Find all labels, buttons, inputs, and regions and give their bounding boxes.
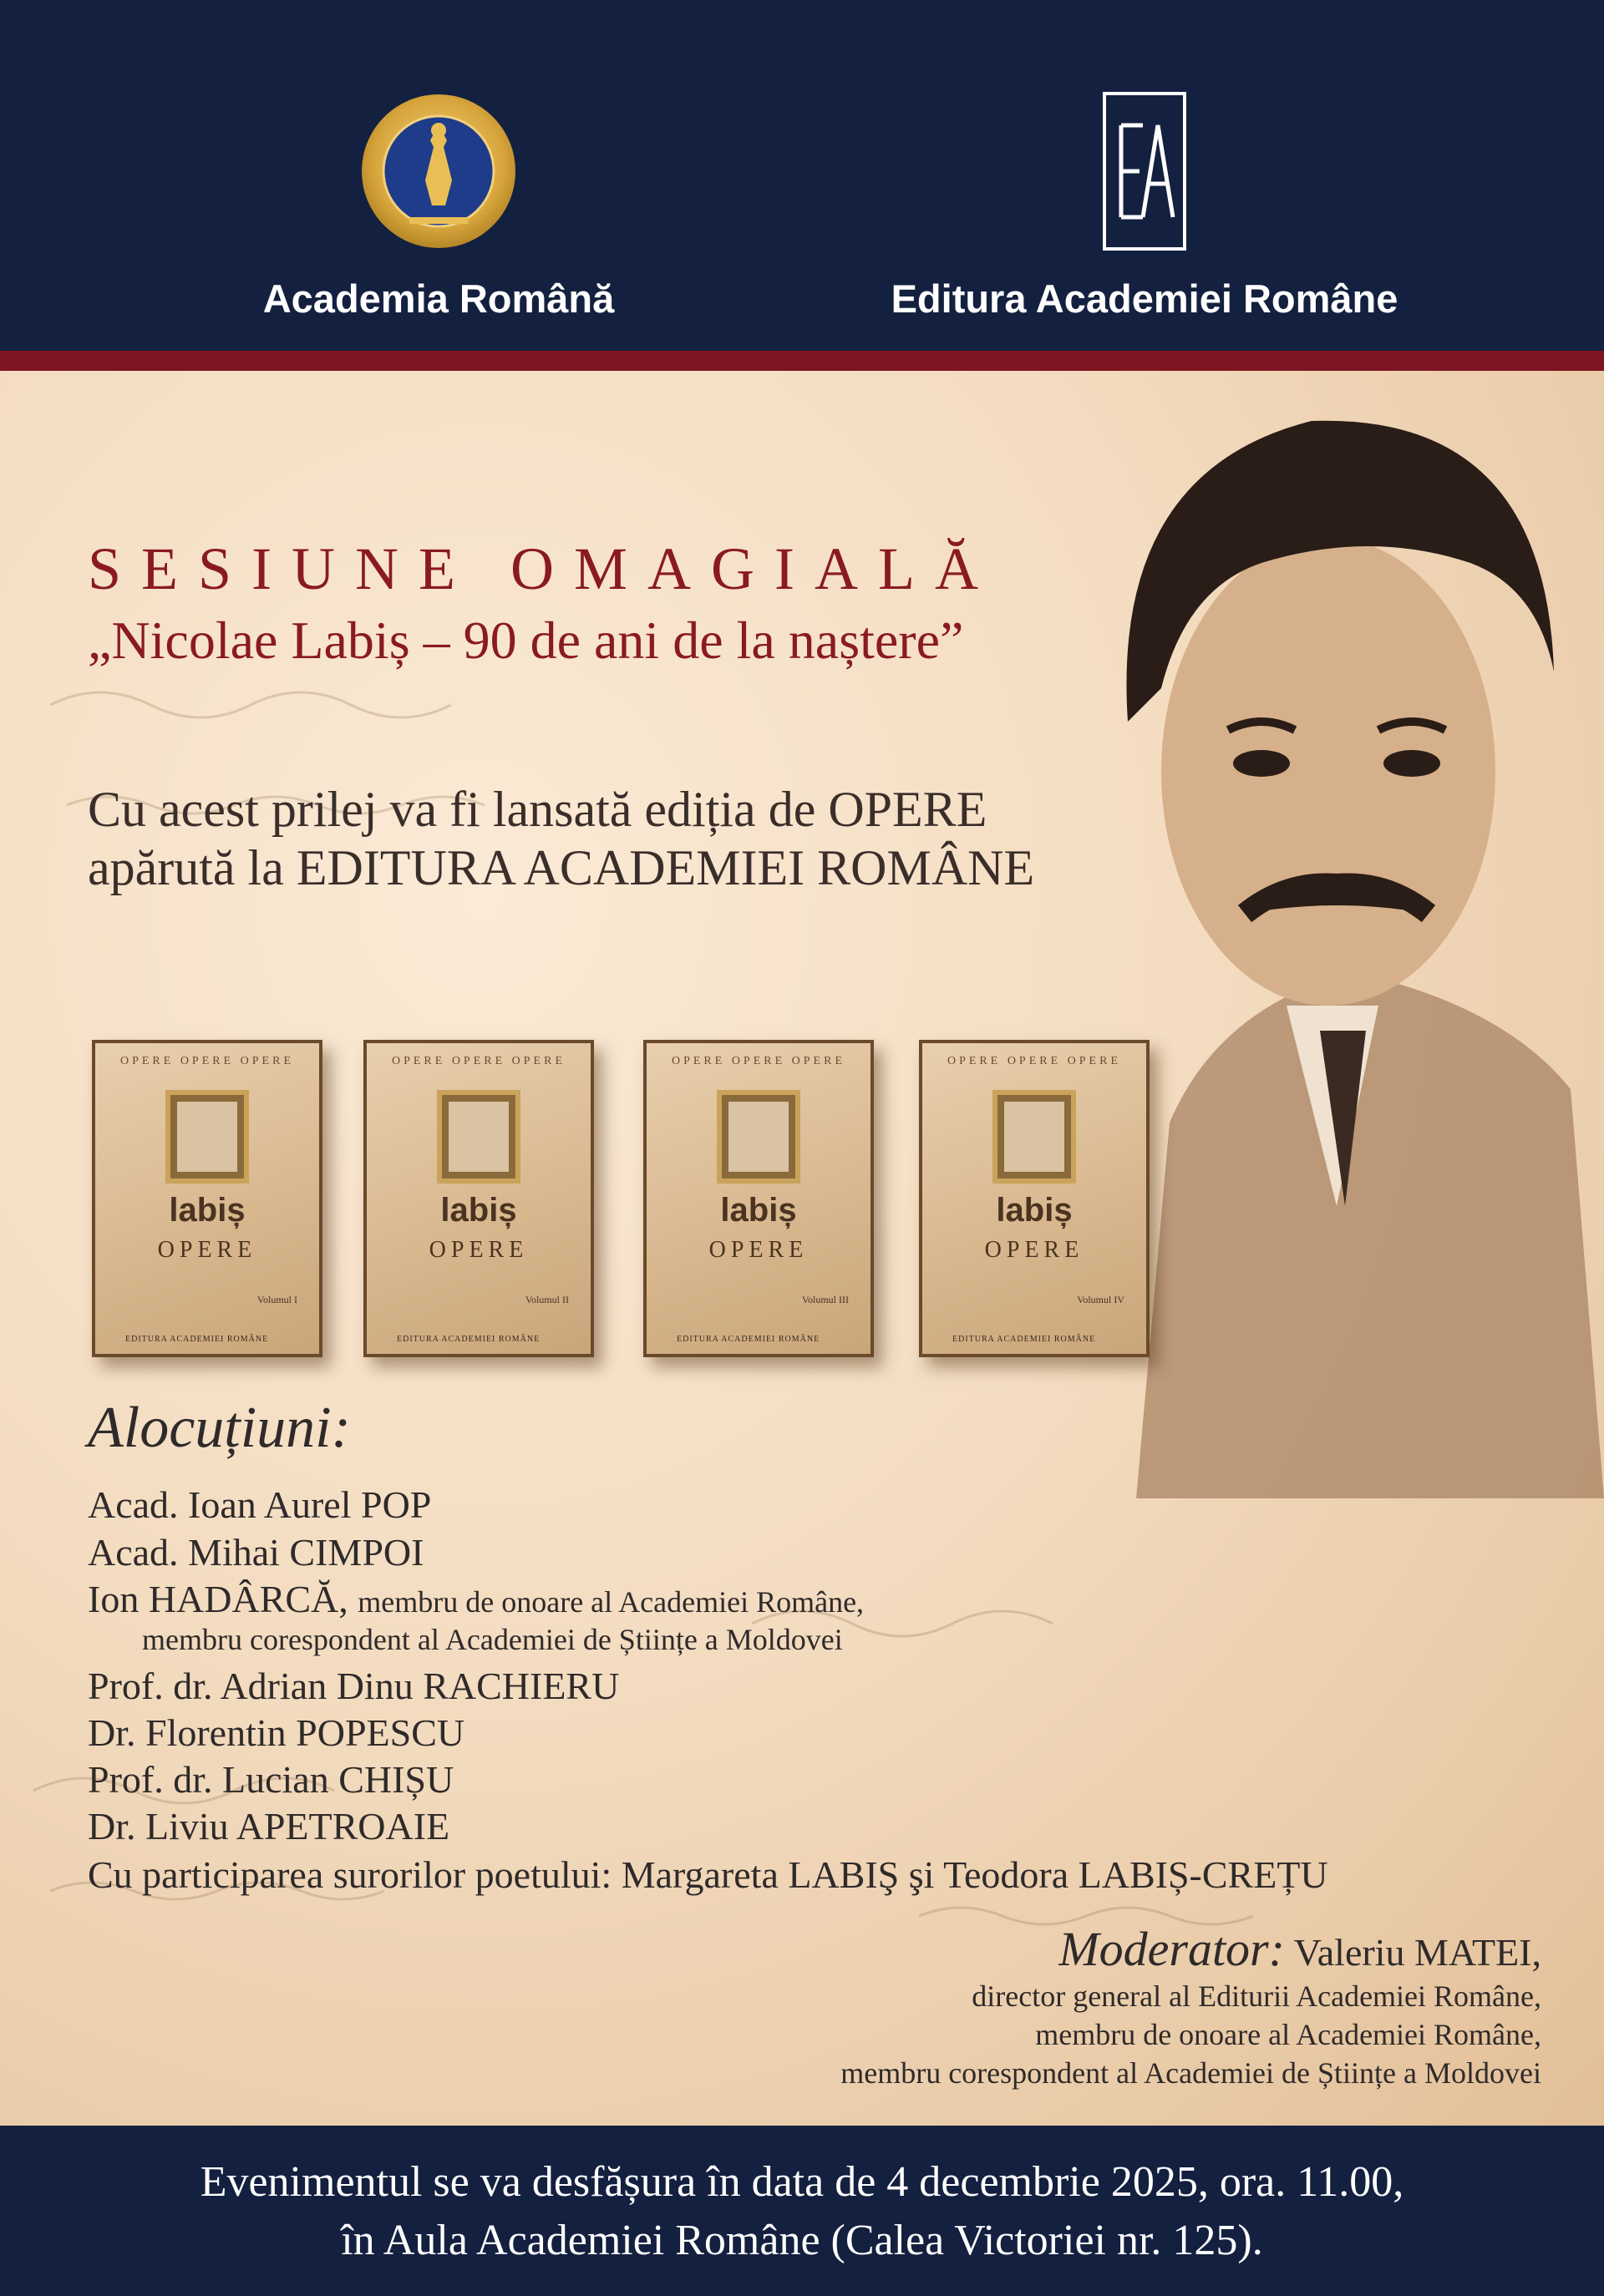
book-author: labiș: [720, 1192, 797, 1229]
book-author: labiș: [996, 1192, 1073, 1229]
book-volume-label: Volumul IV: [1077, 1294, 1124, 1305]
book-title: OPERE: [157, 1237, 257, 1263]
book-volume-4: [919, 1040, 1150, 1357]
book-title: OPERE: [708, 1237, 809, 1263]
burgundy-divider: [0, 351, 1604, 371]
speaker-3: [88, 1577, 864, 1621]
participants-line: Cu participarea surorilor poetului: Margareta LABIŞ şi Teodora LABIȘ-CREȚU: [88, 1853, 1328, 1896]
speaker-4: Prof. dr. Adrian Dinu RACHIERU: [88, 1665, 620, 1707]
speaker-3-name: Ion HADÂRCĂ,: [88, 1578, 348, 1620]
academia-seal-icon: [359, 92, 518, 251]
speaker-6: Prof. dr. Lucian CHIȘU: [88, 1758, 454, 1801]
book-volume-label: Volumul II: [525, 1294, 569, 1305]
event-date-line: Evenimentul se va desfășura în data de 4 decembrie 2025, ora. 11.00,: [200, 2158, 1404, 2206]
book-header-text: OPERE OPERE OPERE: [671, 1055, 845, 1067]
speeches-heading: Alocuțiuni:: [88, 1396, 351, 1460]
book-header-text: OPERE OPERE OPERE: [947, 1055, 1121, 1067]
moderator-block: [840, 1921, 1541, 2092]
book-volume-2: [363, 1040, 594, 1357]
book-volume-1: [92, 1040, 322, 1357]
session-subtitle: „Nicolae Labiș – 90 de ani de la naștere”: [88, 611, 964, 670]
book-portrait-frame: [717, 1090, 800, 1183]
book-publisher: EDITURA ACADEMIEI ROMÂNE: [952, 1335, 1096, 1344]
speaker-3-role-1: membru de onoare al Academiei Române,: [358, 1585, 865, 1619]
book-title: OPERE: [429, 1237, 529, 1263]
moderator-role-1: director general al Editurii Academiei Române,: [972, 1979, 1541, 2013]
book-author: labiș: [440, 1192, 517, 1229]
session-title: SESIUNE OMAGIALĂ: [88, 535, 998, 602]
moderator-name: Valeriu MATEI,: [1293, 1931, 1541, 1974]
book-title: OPERE: [984, 1237, 1084, 1263]
book-portrait-frame: [437, 1090, 520, 1183]
book-volume-label: Volumul III: [801, 1294, 849, 1305]
speaker-7: Dr. Liviu APETROAIE: [88, 1805, 450, 1847]
launch-announcement-line-1: Cu acest prilej va fi lansată ediția de OPERE: [88, 782, 987, 837]
book-publisher: EDITURA ACADEMIEI ROMÂNE: [125, 1335, 269, 1344]
moderator-role-2: membru de onoare al Academiei Române,: [1035, 2018, 1541, 2051]
book-publisher: EDITURA ACADEMIEI ROMÂNE: [677, 1335, 820, 1344]
header-band: [0, 0, 1604, 351]
book-volume-3: [643, 1040, 874, 1357]
editura-ea-logo-icon: [1103, 92, 1186, 251]
moderator-label: Moderator:: [1058, 1922, 1285, 1976]
speaker-5: Dr. Florentin POPESCU: [88, 1711, 465, 1754]
book-portrait-frame: [992, 1090, 1076, 1183]
editura-name: Editura Academiei Române: [891, 276, 1398, 321]
book-publisher: EDITURA ACADEMIEI ROMÂNE: [397, 1335, 541, 1344]
speaker-2: Acad. Mihai CIMPOI: [88, 1531, 424, 1574]
launch-announcement-line-2: apărută la EDITURA ACADEMIEI ROMÂNE: [88, 840, 1035, 895]
book-portrait-frame: [165, 1090, 249, 1183]
speaker-3-role-2: membru corespondent al Academiei de Științe a Moldovei: [142, 1623, 843, 1656]
book-volume-label: Volumul I: [256, 1294, 297, 1305]
book-author: labiș: [169, 1192, 246, 1229]
academia-romana-name: Academia Română: [262, 276, 615, 321]
footer-band: [0, 2126, 1604, 2296]
moderator-line: [840, 1921, 1541, 1977]
book-header-text: OPERE OPERE OPERE: [391, 1055, 566, 1067]
book-header-text: OPERE OPERE OPERE: [119, 1055, 294, 1067]
speaker-1: Acad. Ioan Aurel POP: [88, 1483, 432, 1526]
moderator-role-3: membru corespondent al Academiei de Științe a Moldovei: [840, 2056, 1541, 2090]
event-location-line: în Aula Academiei Române (Calea Victoriei nr. 125).: [341, 2217, 1263, 2264]
